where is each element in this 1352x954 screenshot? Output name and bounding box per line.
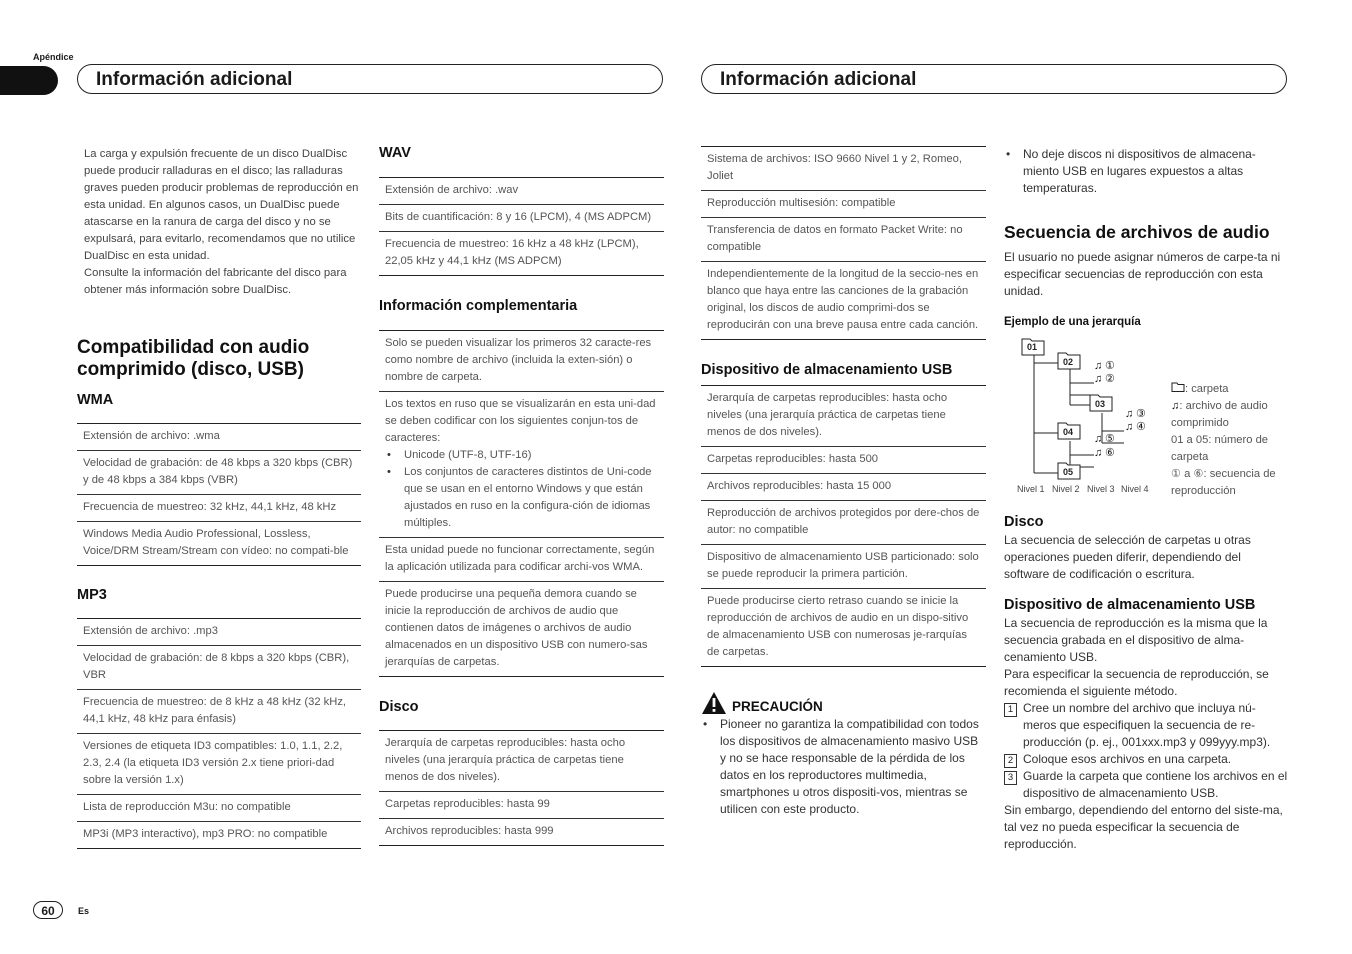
table-row: Sistema de archivos: ISO 9660 Nivel 1 y 2, Romeo, Joliet [707, 153, 962, 182]
temperature-warning: • No deje discos ni dispositivos de almacena-miento USB en lugares expuestos a altas temperaturas. [1023, 146, 1288, 197]
table-row: Frecuencia de muestreo: 16 kHz a 48 kHz (LPCM), 22,05 kHz y 44,1 kHz (MS ADPCM) [379, 231, 664, 275]
page-number: 60 [33, 901, 63, 919]
appendix-label: Apéndice [33, 52, 74, 62]
table-row: Puede producirse una pequeña demora cuando se inicie la reproducción de archivos de audio que contienen datos de imágenes o archivos de audio almacenados en un dispositivo USB con numero-sas jerarquías de carpetas. [379, 581, 664, 676]
folder-label: 03 [1095, 399, 1106, 409]
table-row: Reproducción de archivos protegidos por dere-chos de autor: no compatible [701, 500, 986, 544]
language-label: Es [78, 906, 90, 916]
legend-sequence: ① a ⑥: secuencia de reproducción [1171, 468, 1276, 497]
wma-title: WMA [77, 392, 114, 408]
table-row: Frecuencia de muestreo: de 8 kHz a 48 kHz (32 kHz, 44,1 kHz, 48 kHz para énfasis) [77, 689, 361, 733]
usb-text-2: Para especificar la secuencia de reproducción, se recomienda el siguiente método. [1004, 667, 1269, 698]
table-row: Jerarquía de carpetas reproducibles: hasta ocho niveles (una jerarquía práctica de carpetas tiene menos de dos niveles). [385, 737, 626, 783]
table-row: Frecuencia de muestreo: 32 kHz, 44,1 kHz, 48 kHz [77, 494, 361, 521]
hierarchy-example-title: Ejemplo de una jerarquía [1004, 316, 1141, 328]
level-label: Nivel 3 [1087, 484, 1115, 494]
level-label: Nivel 2 [1052, 484, 1080, 494]
disco-title: Disco [379, 699, 419, 715]
legend-numbers: 01 a 05: número de carpeta [1171, 434, 1269, 463]
table-row: Independientemente de la longitud de la seccio-nes en blanco que haya entre las canciones de la grabación original, los discos de audio comprimi-dos se reproducirán con una breve pausa entre cada canción. [701, 261, 986, 339]
disco-table [379, 730, 664, 846]
table-row: Carpetas reproducibles: hasta 99 [379, 791, 664, 818]
column-3 [701, 146, 986, 818]
dualdisc-paragraph: La carga y expulsión frecuente de un disco DualDisc puede producir ralladuras en el disco; las ralladuras graves pueden producir problemas de reproducción en esta unidad. En algunos casos, un DualDisc puede atascarse en la ranura de carga del disco y no se expulsará, para evitarlo, recomendamos que no utilice DualDisc en esta unidad. [84, 148, 359, 262]
disco-subtitle: Disco [1004, 514, 1044, 530]
music-file-icon: ♫ [1094, 447, 1103, 459]
wma-table [77, 423, 361, 566]
table-row: Dispositivo de almacenamiento USB particionado: solo se puede reproducir la primera partición. [701, 544, 986, 588]
table-row: Reproducción multisesión: compatible [701, 190, 986, 217]
sequence-title: Secuencia de archivos de audio [1004, 222, 1270, 242]
table-row: Puede producirse cierto retraso cuando se inicie la reproducción de archivos de audio en un dispo-sitivo de almacenamiento USB con numerosas je-rarquías de carpetas. [701, 588, 986, 666]
column-4 [1004, 146, 1288, 853]
folder-label: 04 [1063, 427, 1074, 437]
table-row: Jerarquía de carpetas reproducibles: hasta ocho niveles (una jerarquía práctica de carpetas tiene menos de dos niveles). [707, 392, 948, 438]
folder-label: 02 [1063, 357, 1074, 367]
list-item: • Unicode (UTF-8, UTF-16) [404, 447, 658, 464]
usb-text-3: Sin embargo, dependiendo del entorno del siste-ma, tal vez no pueda especificar la secuencia de reproducción. [1004, 803, 1283, 851]
page-header-left: Información adicional [77, 64, 663, 94]
music-file-icon: ♫ [1125, 421, 1134, 433]
usb-text-1: La secuencia de reproducción es la misma que la secuencia grabada en el dispositivo de alma-cenamiento USB. [1004, 616, 1268, 664]
table-row: Esta unidad puede no funcionar correctamente, según la aplicación utilizada para codificar archi-vos WMA. [379, 537, 664, 581]
music-file-icon: ♫ [1094, 433, 1103, 445]
mp3-table [77, 618, 361, 849]
table-row: Windows Media Audio Professional, Lossless, Voice/DRM Stream/Stream con vídeo: no compati-ble [77, 521, 361, 565]
russian-text-intro: Los textos en ruso que se visualizarán en esta uni-dad se deben codificar con los siguientes conjun-tos de caracteres: [385, 398, 656, 444]
usb-subtitle: Dispositivo de almacenamiento USB [1004, 597, 1256, 613]
table-row: Extensión de archivo: .wma [83, 430, 220, 442]
step-text: Coloque esos archivos en una carpeta. [1023, 752, 1232, 766]
track-number: ⑤ [1105, 433, 1115, 445]
sequence-text: El usuario no puede asignar números de carpe-ta ni especificar secuencias de reproducción con esta unidad. [1004, 250, 1281, 298]
table-row: Extensión de archivo: .mp3 [83, 625, 218, 637]
column-2 [379, 144, 664, 846]
list-item [1004, 751, 1288, 768]
track-number: ⑥ [1105, 447, 1115, 459]
legend-file: : archivo de audio comprimido [1171, 400, 1268, 429]
caution-heading [701, 691, 986, 715]
info-table [379, 330, 664, 677]
mp3-title: MP3 [77, 587, 107, 603]
level-label: Nivel 1 [1017, 484, 1045, 494]
list-item: • Los conjuntos de caracteres distintos de Uni-code que se usan en el entorno Windows y que están ajustados en ruso en la configura-ción de idiomas múltiples. [404, 464, 658, 532]
table-row: Versiones de etiqueta ID3 compatibles: 1.0, 1.1, 2.2, 2.3, 2.4 (la etiqueta ID3 versión 2.x tiene priori-dad sobre la versión 1.x) [77, 733, 361, 794]
table-row: Velocidad de grabación: de 48 kbps a 320 kbps (CBR) y de 48 kbps a 384 kbps (VBR) [77, 450, 361, 494]
step-number: 3 [1004, 771, 1017, 785]
compat-title: Compatibilidad con audio comprimido (disco, USB) [77, 337, 310, 380]
caution-text: • Pioneer no garantiza la compatibilidad con todos los dispositivos de almacenamiento masivo USB y no se hace responsable de la pérdida de los datos en los reproductores multimedia, smartphones u otros dispositi-vos, mientras se utilicen con este producto. [720, 716, 986, 818]
page-header-right: Información adicional [701, 64, 1287, 94]
table-row: Carpetas reproducibles: hasta 500 [701, 446, 986, 473]
table-row: Archivos reproducibles: hasta 999 [379, 818, 664, 845]
step-number: 1 [1004, 703, 1017, 717]
disc-spec-table [701, 146, 986, 340]
folder-icon [1171, 382, 1185, 392]
music-file-icon: ♫ [1094, 360, 1103, 372]
usb-title: Dispositivo de almacenamiento USB [701, 362, 953, 378]
table-row: Solo se pueden visualizar los primeros 32 caracte-res como nombre de archivo (incluida la exten-sión) o nombre de carpeta. [385, 337, 652, 383]
table-row: Velocidad de grabación: de 8 kbps a 320 kbps (CBR), VBR [77, 645, 361, 689]
music-file-icon: ♫ [1094, 373, 1103, 385]
music-file-icon: ♫ [1125, 408, 1134, 420]
hierarchy-legend [1171, 381, 1289, 500]
list-item [1004, 700, 1288, 751]
track-number: ① [1105, 360, 1115, 372]
info-title: Información complementaria [379, 298, 578, 314]
level-label: Nivel 4 [1121, 484, 1149, 494]
legend-folder: : carpeta [1185, 383, 1229, 395]
track-number: ④ [1136, 421, 1146, 433]
track-number: ③ [1136, 408, 1146, 420]
steps-list [1004, 700, 1288, 802]
table-row: Archivos reproducibles: hasta 15 000 [701, 473, 986, 500]
section-tab-marker [0, 66, 58, 95]
folder-label: 01 [1027, 342, 1038, 352]
music-file-icon: ♫ [1171, 400, 1180, 412]
warning-icon [701, 691, 727, 715]
table-row [379, 391, 664, 537]
folder-label: 05 [1063, 467, 1074, 477]
step-number: 2 [1004, 754, 1017, 768]
wav-table [379, 177, 664, 276]
table-row: Lista de reproducción M3u: no compatible [77, 794, 361, 821]
step-text: Cree un nombre del archivo que incluya nú-meros que especifiquen la secuencia de re-producción (p. ej., 001xxx.mp3 y 099yyy.mp3). [1023, 701, 1271, 749]
caution-title: PRECAUCIÓN [732, 699, 823, 714]
table-row: MP3i (MP3 interactivo), mp3 PRO: no compatible [77, 821, 361, 848]
table-row: Extensión de archivo: .wav [385, 184, 519, 196]
table-row: Bits de cuantificación: 8 y 16 (LPCM), 4 (MS ADPCM) [379, 204, 664, 231]
list-item [1004, 768, 1288, 802]
track-number: ② [1105, 373, 1115, 385]
dualdisc-consult: Consulte la información del fabricante del disco para obtener más información sobre DualDisc. [84, 267, 347, 296]
disco-text: La secuencia de selección de carpetas u otras operaciones pueden diferir, dependiendo del software de codificación o escritura. [1004, 533, 1251, 581]
step-text: Guarde la carpeta que contiene los archivos en el dispositivo de almacenamiento USB. [1023, 769, 1288, 800]
hierarchy-diagram [1004, 335, 1288, 510]
usb-table [701, 385, 986, 667]
wav-title: WAV [379, 145, 411, 161]
table-row: Transferencia de datos en formato Packet Write: no compatible [701, 217, 986, 261]
column-1 [77, 146, 361, 849]
